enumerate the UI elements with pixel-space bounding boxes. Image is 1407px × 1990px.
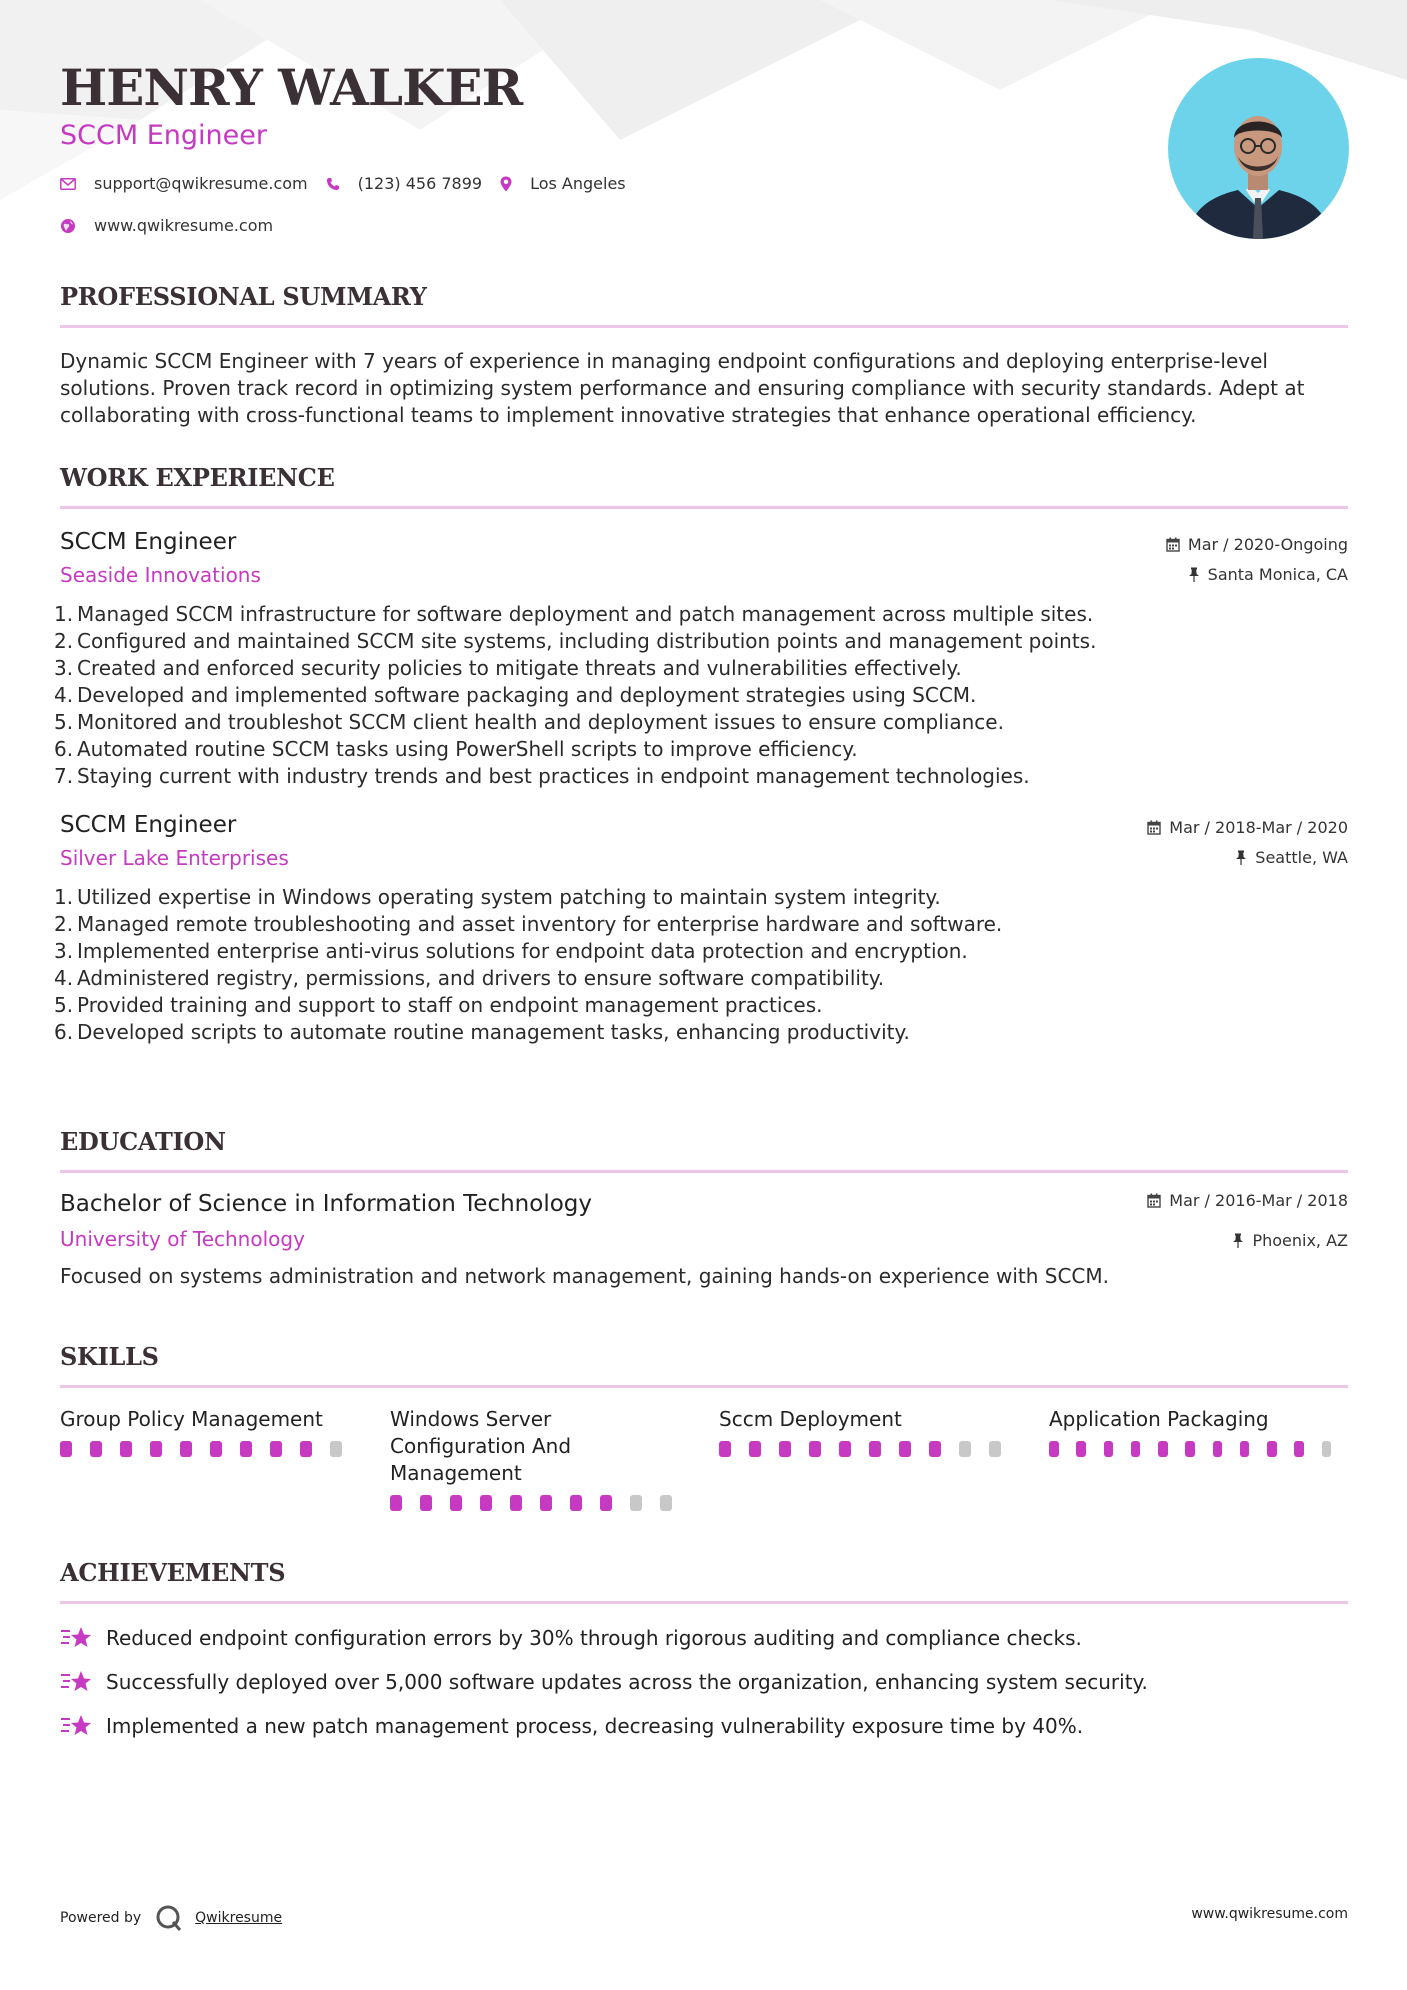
skill-dot-filled [1240, 1441, 1250, 1457]
summary-text: Dynamic SCCM Engineer with 7 years of experience in managing endpoint configurations and deploying enterprise-level solutions. Proven track record in optimizing system performance and ensuring compliance with security standards. Adept at collaborating with cross-functional teams to implement innovative strategies that enhance operational efficiency. [60, 349, 1305, 427]
calendar-icon [1166, 537, 1180, 552]
achievement-item [60, 1704, 1348, 1748]
list-item: 5. Monitored and troubleshot SCCM client health and deployment issues to ensure compliance. [54, 710, 1004, 734]
achievement-text: Successfully deployed over 5,000 software updates across the organization, enhancing system security. [106, 1670, 1148, 1694]
list-item: 2. Managed remote troubleshooting and asset inventory for enterprise hardware and software. [54, 912, 1003, 936]
list-item: 4. Developed and implemented software packaging and deployment strategies using SCCM. [54, 683, 977, 707]
job-date-text: Mar / 2020-Ongoing [1187, 535, 1348, 554]
skill-dot-filled [749, 1441, 761, 1457]
location-item [500, 174, 626, 193]
skill-dot-filled [899, 1441, 911, 1457]
achievement-item [60, 1616, 1348, 1660]
calendar-icon [1147, 820, 1161, 835]
website-row [60, 216, 291, 235]
skill-dot-filled [270, 1441, 282, 1457]
website-item[interactable] [60, 216, 273, 235]
phone-icon [326, 177, 340, 191]
job-company: Silver Lake Enterprises [60, 846, 289, 870]
skill-item [60, 1406, 360, 1457]
skills-grid [60, 1406, 1348, 1536]
calendar-icon [1147, 1193, 1161, 1208]
shooting-star-icon [60, 1669, 92, 1695]
skill-rating [1049, 1441, 1349, 1457]
job-date [1147, 818, 1348, 837]
skill-name: Group Policy Management [60, 1407, 323, 1431]
envelope-icon [60, 178, 76, 190]
education-location [1232, 1231, 1348, 1250]
skill-dot-filled [1104, 1441, 1114, 1457]
section-divider [60, 506, 1348, 509]
achievements-heading: ACHIEVEMENTS [60, 1558, 286, 1587]
skill-dot-filled [1049, 1441, 1059, 1457]
skill-name: Application Packaging [1049, 1407, 1269, 1431]
skill-dot-empty [330, 1441, 342, 1457]
list-item: 7. Staying current with industry trends and best practices in endpoint management technologies. [54, 764, 1030, 788]
candidate-name: HENRY WALKER [60, 58, 523, 117]
website-text: www.qwikresume.com [94, 216, 274, 235]
qwikresume-link[interactable]: Qwikresume [195, 1910, 283, 1926]
skill-dot-filled [150, 1441, 162, 1457]
job-date-text: Mar / 2018-Mar / 2020 [1169, 818, 1348, 837]
skill-name: Sccm Deployment [719, 1407, 902, 1431]
list-item: 3. Implemented enterprise anti-virus solutions for endpoint data protection and encryption. [54, 939, 968, 963]
shooting-star-icon [60, 1625, 92, 1651]
list-item: 4. Administered registry, permissions, and drivers to ensure software compatibility. [54, 966, 885, 990]
skills-heading: SKILLS [60, 1342, 159, 1371]
skill-dot-filled [90, 1441, 102, 1457]
skill-item [1049, 1406, 1349, 1457]
job-location-text: Santa Monica, CA [1207, 565, 1348, 584]
skill-dot-empty [1322, 1441, 1332, 1457]
skill-dot-filled [240, 1441, 252, 1457]
list-item: 5. Provided training and support to staff on endpoint management practices. [54, 993, 823, 1017]
job-entry [54, 812, 1348, 1046]
skill-dot-filled [450, 1495, 462, 1511]
email-text: support@qwikresume.com [94, 174, 308, 193]
powered-by [60, 1904, 282, 1932]
skill-item [719, 1406, 1019, 1457]
job-title: SCCM Engineer [60, 529, 237, 555]
skill-dot-filled [120, 1441, 132, 1457]
skill-rating [719, 1441, 1019, 1457]
education-date-text: Mar / 2016-Mar / 2018 [1169, 1191, 1348, 1210]
education-section [60, 1127, 1348, 1290]
job-location [1188, 565, 1348, 584]
section-divider [60, 1385, 1348, 1388]
skill-rating [390, 1495, 690, 1511]
skill-dot-filled [300, 1441, 312, 1457]
skill-name: Windows Server Configuration And Management [390, 1407, 572, 1485]
skill-dot-filled [180, 1441, 192, 1457]
skill-dot-filled [869, 1441, 881, 1457]
skill-dot-filled [480, 1495, 492, 1511]
list-item: 2. Configured and maintained SCCM site systems, including distribution points and management points. [54, 629, 1097, 653]
experience-heading: WORK EXPERIENCE [60, 463, 335, 492]
list-item: 6. Developed scripts to automate routine management tasks, enhancing productivity. [54, 1020, 910, 1044]
job-entry [54, 529, 1348, 790]
skill-dot-filled [809, 1441, 821, 1457]
achievements-section [60, 1558, 1348, 1748]
footer-website[interactable]: www.qwikresume.com [1191, 1906, 1348, 1922]
skill-item [390, 1406, 690, 1511]
skill-dot-filled [1158, 1441, 1168, 1457]
skill-rating [60, 1441, 360, 1457]
phone-text: (123) 456 7899 [357, 174, 483, 193]
email-item[interactable] [60, 174, 308, 193]
pushpin-icon [1232, 1233, 1244, 1248]
powered-by-label: Powered by [60, 1910, 142, 1926]
skill-dot-empty [660, 1495, 672, 1511]
skill-dot-filled [60, 1441, 72, 1457]
section-divider [60, 325, 1348, 328]
skill-dot-filled [510, 1495, 522, 1511]
education-description: Focused on systems administration and network management, gaining hands-on experience with SCCM. [60, 1264, 1109, 1288]
section-divider [60, 1601, 1348, 1604]
skill-dot-filled [420, 1495, 432, 1511]
phone-item[interactable] [326, 174, 482, 193]
location-text: Los Angeles [530, 174, 626, 193]
skill-dot-filled [1213, 1441, 1223, 1457]
skill-dot-filled [1267, 1441, 1277, 1457]
list-item: 1. Managed SCCM infrastructure for software deployment and patch management across multiple sites. [54, 602, 1094, 626]
summary-heading: PROFESSIONAL SUMMARY [60, 282, 427, 311]
map-pin-icon [500, 176, 512, 192]
profile-photo [1168, 58, 1349, 239]
skill-dot-filled [719, 1441, 731, 1457]
education-date [1147, 1191, 1348, 1210]
education-location-text: Phoenix, AZ [1252, 1231, 1348, 1250]
skill-dot-filled [540, 1495, 552, 1511]
experience-section [54, 463, 1348, 1046]
skill-dot-empty [630, 1495, 642, 1511]
achievement-item [60, 1660, 1348, 1704]
skills-section [60, 1342, 1348, 1536]
shooting-star-icon [60, 1713, 92, 1739]
skill-dot-filled [390, 1495, 402, 1511]
contact-row [60, 174, 644, 193]
skill-dot-filled [1294, 1441, 1304, 1457]
list-item: 3. Created and enforced security policies to mitigate threats and vulnerabilities effectively. [54, 656, 962, 680]
skill-dot-empty [959, 1441, 971, 1457]
achievement-text: Implemented a new patch management process, decreasing vulnerability exposure time by 40%. [106, 1714, 1084, 1738]
skill-dot-filled [929, 1441, 941, 1457]
globe-icon [60, 218, 76, 234]
job-location [1235, 848, 1348, 867]
section-divider [60, 1170, 1348, 1173]
job-title: SCCM Engineer [60, 812, 237, 838]
list-item: 1. Utilized expertise in Windows operating system patching to maintain system integrity. [54, 885, 941, 909]
qwikresume-logo-icon [155, 1904, 183, 1932]
job-location-text: Seattle, WA [1255, 848, 1348, 867]
job-bullets [54, 601, 1348, 790]
footer [60, 1900, 1348, 1930]
job-bullets [54, 884, 1348, 1046]
pushpin-icon [1188, 567, 1200, 582]
skill-dot-filled [600, 1495, 612, 1511]
skill-dot-filled [779, 1441, 791, 1457]
skill-dot-filled [1185, 1441, 1195, 1457]
job-date [1166, 535, 1348, 554]
degree-title: Bachelor of Science in Information Technology [60, 1191, 592, 1217]
education-heading: EDUCATION [60, 1127, 226, 1156]
skill-dot-empty [989, 1441, 1001, 1457]
achievement-text: Reduced endpoint configuration errors by 30% through rigorous auditing and compliance checks. [106, 1626, 1082, 1650]
candidate-title: SCCM Engineer [60, 120, 267, 151]
school-name: University of Technology [60, 1227, 305, 1251]
skill-dot-filled [839, 1441, 851, 1457]
skill-dot-filled [1131, 1441, 1141, 1457]
skill-dot-filled [210, 1441, 222, 1457]
list-item: 6. Automated routine SCCM tasks using PowerShell scripts to improve efficiency. [54, 737, 858, 761]
job-company: Seaside Innovations [60, 563, 261, 587]
skill-dot-filled [570, 1495, 582, 1511]
skill-dot-filled [1076, 1441, 1086, 1457]
summary-section [60, 282, 1348, 429]
pushpin-icon [1235, 850, 1247, 865]
